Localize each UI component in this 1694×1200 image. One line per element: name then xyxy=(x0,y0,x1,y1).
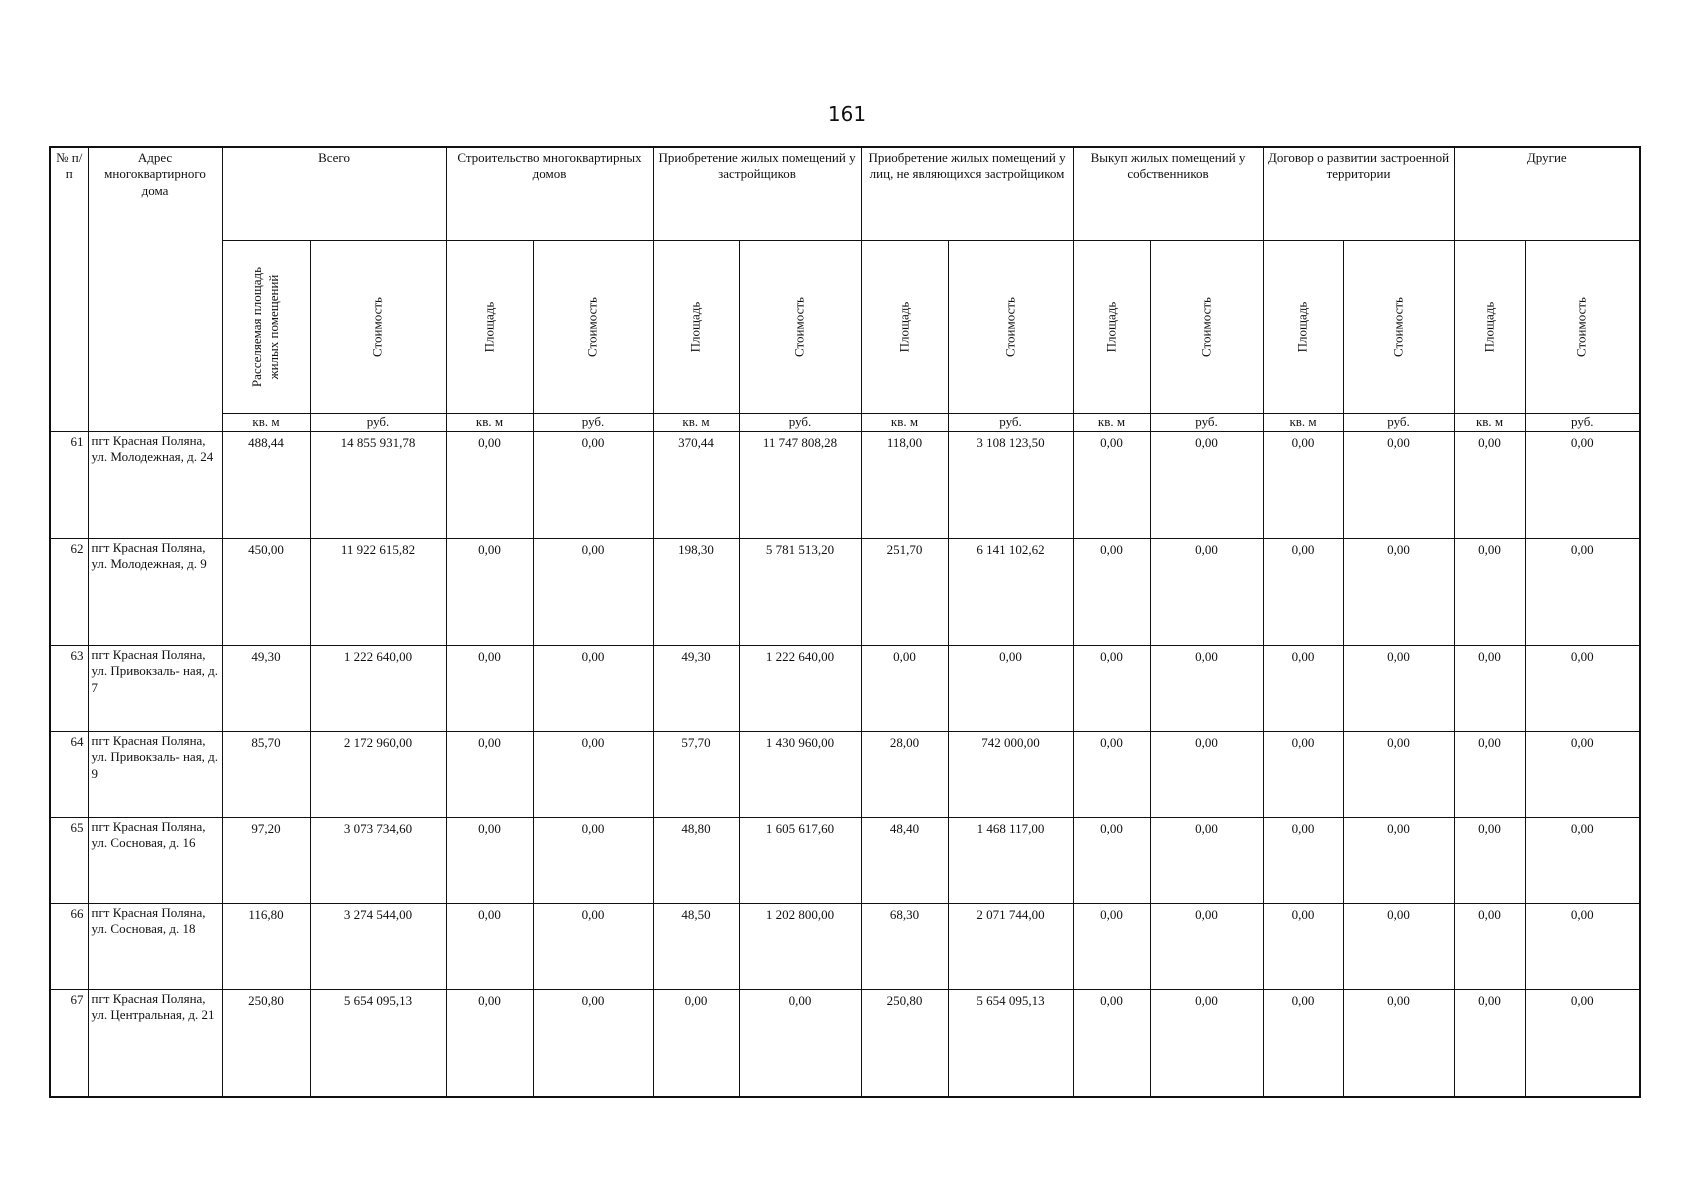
table-row xyxy=(50,732,1640,818)
value-cell: 0,00 xyxy=(1150,539,1263,646)
value-cell: 1 222 640,00 xyxy=(739,646,861,732)
value-cell: 0,00 xyxy=(446,539,533,646)
value-cell: 0,00 xyxy=(1263,432,1343,539)
header-group-buyout: Выкуп жилых помещений у собственников xyxy=(1073,147,1263,241)
value-cell: 0,00 xyxy=(446,646,533,732)
value-cell: 0,00 xyxy=(1454,646,1525,732)
unit-cell: кв. м xyxy=(1454,414,1525,432)
unit-cell: руб. xyxy=(310,414,446,432)
value-cell: 97,20 xyxy=(222,818,310,904)
value-cell: 14 855 931,78 xyxy=(310,432,446,539)
value-cell: 0,00 xyxy=(533,539,653,646)
header-sub-label: Стоимость xyxy=(1198,297,1214,357)
value-cell: 3 108 123,50 xyxy=(948,432,1073,539)
header-sub-cell xyxy=(948,241,1073,414)
value-cell: 450,00 xyxy=(222,539,310,646)
unit-cell: кв. м xyxy=(222,414,310,432)
header-sub-cell xyxy=(1150,241,1263,414)
value-cell: 1 202 800,00 xyxy=(739,904,861,990)
value-cell: 0,00 xyxy=(1263,904,1343,990)
row-address: пгт Красная Поляна, ул. Молодежная, д. 24 xyxy=(88,432,222,539)
unit-cell: руб. xyxy=(739,414,861,432)
header-sub-label: Площадь xyxy=(1103,301,1119,353)
row-number: 66 xyxy=(50,904,88,990)
value-cell: 0,00 xyxy=(533,732,653,818)
value-cell: 1 430 960,00 xyxy=(739,732,861,818)
header-num: № п/п xyxy=(50,147,88,432)
table-row xyxy=(50,904,1640,990)
value-cell: 1 605 617,60 xyxy=(739,818,861,904)
table-row xyxy=(50,818,1640,904)
row-number: 64 xyxy=(50,732,88,818)
value-cell: 251,70 xyxy=(861,539,948,646)
value-cell: 49,30 xyxy=(653,646,739,732)
header-sub-cell xyxy=(1454,241,1525,414)
header-sub-cell xyxy=(310,241,446,414)
row-address: пгт Красная Поляна, ул. Центральная, д. 21 xyxy=(88,990,222,1098)
value-cell: 0,00 xyxy=(1073,732,1150,818)
value-cell: 0,00 xyxy=(1150,432,1263,539)
value-cell: 0,00 xyxy=(1525,990,1640,1098)
value-cell: 0,00 xyxy=(1263,990,1343,1098)
unit-cell: руб. xyxy=(1150,414,1263,432)
unit-cell: руб. xyxy=(533,414,653,432)
value-cell: 0,00 xyxy=(1263,732,1343,818)
value-cell: 3 274 544,00 xyxy=(310,904,446,990)
header-group-total: Всего xyxy=(222,147,446,241)
value-cell: 0,00 xyxy=(1343,732,1454,818)
unit-cell: кв. м xyxy=(446,414,533,432)
value-cell: 68,30 xyxy=(861,904,948,990)
value-cell: 0,00 xyxy=(739,990,861,1098)
value-cell: 0,00 xyxy=(1454,539,1525,646)
value-cell: 0,00 xyxy=(1150,818,1263,904)
row-number: 65 xyxy=(50,818,88,904)
value-cell: 0,00 xyxy=(533,432,653,539)
unit-cell: руб. xyxy=(948,414,1073,432)
value-cell: 48,50 xyxy=(653,904,739,990)
value-cell: 0,00 xyxy=(1150,990,1263,1098)
header-sub-label: Площадь xyxy=(1481,301,1497,353)
value-cell: 250,80 xyxy=(222,990,310,1098)
header-address: Адрес многоквартирного дома xyxy=(88,147,222,432)
table-row xyxy=(50,646,1640,732)
value-cell: 0,00 xyxy=(533,990,653,1098)
value-cell: 0,00 xyxy=(1525,646,1640,732)
value-cell: 742 000,00 xyxy=(948,732,1073,818)
value-cell: 0,00 xyxy=(1343,432,1454,539)
value-cell: 0,00 xyxy=(1073,539,1150,646)
header-sub-cell xyxy=(653,241,739,414)
value-cell: 0,00 xyxy=(533,646,653,732)
row-address: пгт Красная Поляна, ул. Сосновая, д. 16 xyxy=(88,818,222,904)
value-cell: 0,00 xyxy=(1525,732,1640,818)
table-row xyxy=(50,432,1640,539)
table-row xyxy=(50,990,1640,1098)
value-cell: 11 747 808,28 xyxy=(739,432,861,539)
resettlement-table xyxy=(49,146,1641,1098)
value-cell: 0,00 xyxy=(1263,539,1343,646)
header-group-other: Другие xyxy=(1454,147,1640,241)
header-sub-label: Стоимость xyxy=(369,297,385,357)
value-cell: 0,00 xyxy=(1525,904,1640,990)
value-cell: 0,00 xyxy=(1525,432,1640,539)
value-cell: 0,00 xyxy=(1343,990,1454,1098)
unit-cell: кв. м xyxy=(1073,414,1150,432)
value-cell: 370,44 xyxy=(653,432,739,539)
value-cell: 2 172 960,00 xyxy=(310,732,446,818)
value-cell: 0,00 xyxy=(446,990,533,1098)
value-cell: 198,30 xyxy=(653,539,739,646)
header-sub-label: Стоимость xyxy=(1573,297,1589,357)
row-address: пгт Красная Поляна, ул. Сосновая, д. 18 xyxy=(88,904,222,990)
value-cell: 0,00 xyxy=(1525,539,1640,646)
value-cell: 0,00 xyxy=(1073,432,1150,539)
value-cell: 0,00 xyxy=(446,904,533,990)
value-cell: 0,00 xyxy=(1454,432,1525,539)
value-cell: 0,00 xyxy=(1454,818,1525,904)
header-sub-cell xyxy=(1525,241,1640,414)
row-address: пгт Красная Поляна, ул. Привокзаль- ная, д. 7 xyxy=(88,646,222,732)
value-cell: 0,00 xyxy=(533,904,653,990)
value-cell: 0,00 xyxy=(1263,818,1343,904)
unit-cell: руб. xyxy=(1525,414,1640,432)
value-cell: 5 654 095,13 xyxy=(948,990,1073,1098)
row-number: 62 xyxy=(50,539,88,646)
value-cell: 0,00 xyxy=(446,432,533,539)
value-cell: 0,00 xyxy=(1454,990,1525,1098)
header-group-from-non-developers: Приобретение жилых помещений у лиц, не являющихся застройщиком xyxy=(861,147,1073,241)
value-cell: 0,00 xyxy=(1150,646,1263,732)
value-cell: 0,00 xyxy=(861,646,948,732)
value-cell: 0,00 xyxy=(948,646,1073,732)
value-cell: 0,00 xyxy=(446,732,533,818)
value-cell: 3 073 734,60 xyxy=(310,818,446,904)
value-cell: 57,70 xyxy=(653,732,739,818)
value-cell: 0,00 xyxy=(1263,646,1343,732)
value-cell: 0,00 xyxy=(1073,904,1150,990)
row-number: 67 xyxy=(50,990,88,1098)
page-number: 161 xyxy=(827,102,867,126)
value-cell: 116,80 xyxy=(222,904,310,990)
row-address: пгт Красная Поляна, ул. Молодежная, д. 9 xyxy=(88,539,222,646)
header-group-from-developers: Приобретение жилых помещений у застройщиков xyxy=(653,147,861,241)
value-cell: 0,00 xyxy=(446,818,533,904)
value-cell: 0,00 xyxy=(1454,904,1525,990)
value-cell: 1 222 640,00 xyxy=(310,646,446,732)
value-cell: 49,30 xyxy=(222,646,310,732)
header-sub-label: Расселяемая площадь жилых помещений xyxy=(249,266,281,388)
value-cell: 0,00 xyxy=(1343,646,1454,732)
unit-cell: кв. м xyxy=(653,414,739,432)
value-cell: 0,00 xyxy=(1150,904,1263,990)
header-group-development-agreement: Договор о развитии застроенной территории xyxy=(1263,147,1454,241)
value-cell: 5 654 095,13 xyxy=(310,990,446,1098)
value-cell: 48,80 xyxy=(653,818,739,904)
value-cell: 5 781 513,20 xyxy=(739,539,861,646)
value-cell: 0,00 xyxy=(653,990,739,1098)
value-cell: 0,00 xyxy=(1343,904,1454,990)
value-cell: 0,00 xyxy=(533,818,653,904)
header-sub-label: Площадь xyxy=(481,301,497,353)
value-cell: 0,00 xyxy=(1150,732,1263,818)
header-sub-label: Стоимость xyxy=(791,297,807,357)
value-cell: 48,40 xyxy=(861,818,948,904)
header-sub-cell xyxy=(533,241,653,414)
row-number: 61 xyxy=(50,432,88,539)
row-address: пгт Красная Поляна, ул. Привокзаль- ная, д. 9 xyxy=(88,732,222,818)
header-sub-cell xyxy=(222,241,310,414)
table-row xyxy=(50,539,1640,646)
value-cell: 488,44 xyxy=(222,432,310,539)
header-sub-label: Стоимость xyxy=(1002,297,1018,357)
unit-cell: кв. м xyxy=(1263,414,1343,432)
value-cell: 250,80 xyxy=(861,990,948,1098)
unit-cell: кв. м xyxy=(861,414,948,432)
header-sub-label: Площадь xyxy=(896,301,912,353)
header-sub-cell xyxy=(861,241,948,414)
header-sub-label: Площадь xyxy=(1294,301,1310,353)
value-cell: 11 922 615,82 xyxy=(310,539,446,646)
value-cell: 0,00 xyxy=(1343,818,1454,904)
header-sub-label: Площадь xyxy=(687,301,703,353)
header-sub-cell xyxy=(1073,241,1150,414)
header-sub-cell xyxy=(739,241,861,414)
header-sub-label: Стоимость xyxy=(1390,297,1406,357)
value-cell: 0,00 xyxy=(1343,539,1454,646)
value-cell: 2 071 744,00 xyxy=(948,904,1073,990)
value-cell: 6 141 102,62 xyxy=(948,539,1073,646)
value-cell: 0,00 xyxy=(1073,818,1150,904)
header-sub-cell xyxy=(1343,241,1454,414)
header-group-construction: Строительство многоквартирных домов xyxy=(446,147,653,241)
value-cell: 0,00 xyxy=(1525,818,1640,904)
row-number: 63 xyxy=(50,646,88,732)
value-cell: 118,00 xyxy=(861,432,948,539)
value-cell: 85,70 xyxy=(222,732,310,818)
header-sub-label: Стоимость xyxy=(584,297,600,357)
value-cell: 28,00 xyxy=(861,732,948,818)
value-cell: 1 468 117,00 xyxy=(948,818,1073,904)
header-sub-cell xyxy=(446,241,533,414)
header-sub-cell xyxy=(1263,241,1343,414)
value-cell: 0,00 xyxy=(1073,646,1150,732)
unit-cell: руб. xyxy=(1343,414,1454,432)
value-cell: 0,00 xyxy=(1073,990,1150,1098)
value-cell: 0,00 xyxy=(1454,732,1525,818)
